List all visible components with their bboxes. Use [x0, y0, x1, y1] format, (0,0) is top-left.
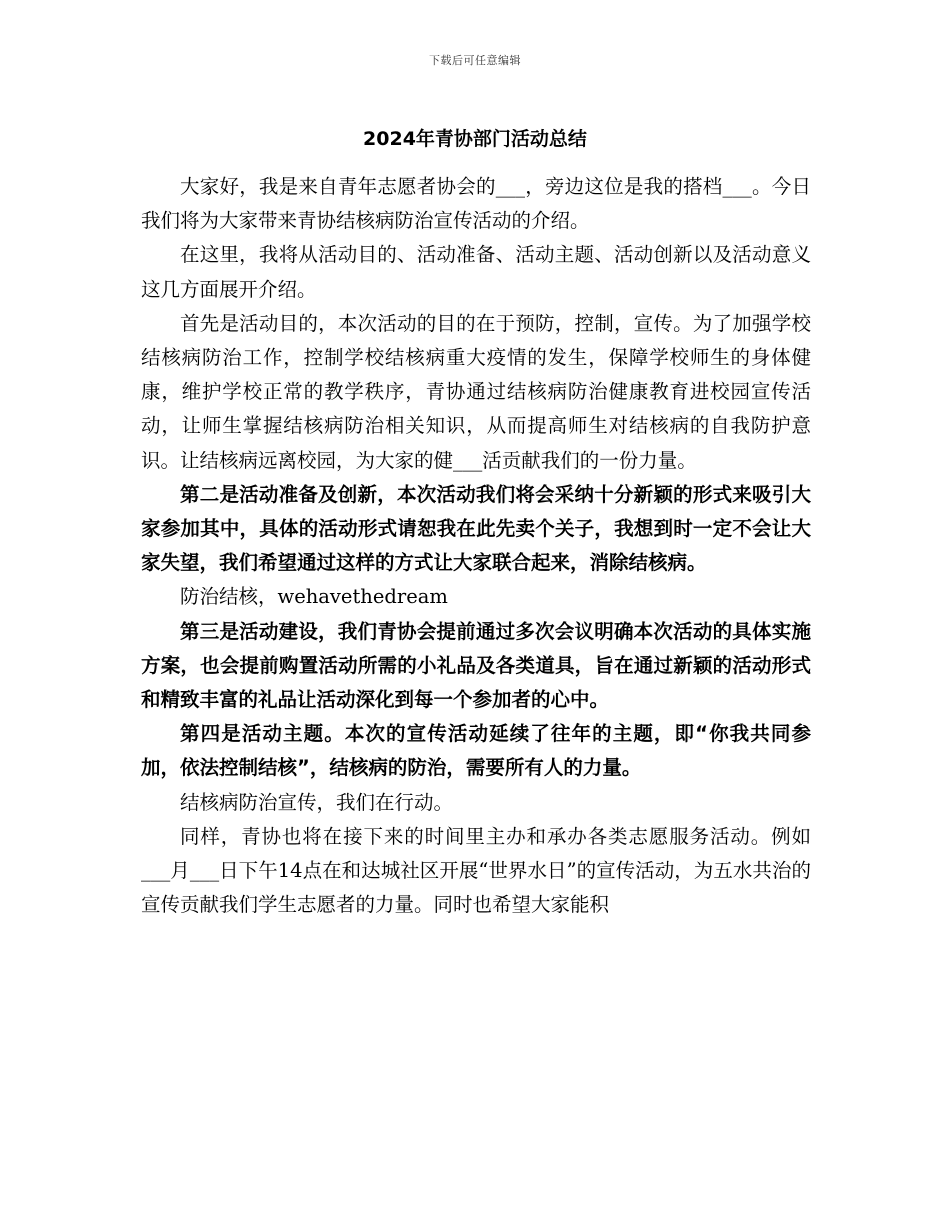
- paragraph-purpose: 首先是活动目的，本次活动的目的在于预防，控制，宣传。为了加强学校结核病防治工作，控制学校结核病重大疫情的发生，保障学校师生的身体健康，维护学校正常的教学秩序，青协通过结核病防治健康教育进校园宣传活动，让师生掌握结核病防治相关知识，从而提高师生对结核病的自我防护意识。让结核病远离校园，为大家的健___活贡献我们的一份力量。: [141, 311, 811, 472]
- paragraph-construction: 第三是活动建设，我们青协会提前通过多次会议明确本次活动的具体实施方案，也会提前购置活动所需的小礼品及各类道具，旨在通过新颖的活动形式和精致丰富的礼品让活动深化到每一个参加者的心中。: [141, 619, 811, 712]
- document-title: 2024年青协部门活动总结: [363, 128, 587, 150]
- document-body: [141, 170, 811, 922]
- paragraph-outline: 在这里，我将从活动目的、活动准备、活动主题、活动创新以及活动意义这几方面展开介绍。: [141, 243, 811, 301]
- paragraph-slogan: 防治结核，wehavethedream: [180, 585, 448, 609]
- paragraph-action: 结核病防治宣传，我们在行动。: [180, 790, 454, 814]
- paragraph-theme: 第四是活动主题。本次的宣传活动延续了往年的主题，即“你我共同参加，依法控制结核”，结核病的防治，需要所有人的力量。: [141, 722, 811, 780]
- paragraph-future-activities: 同样，青协也将在接下来的时间里主办和承办各类志愿服务活动。例如___月___日下午14点在和达城社区开展“世界水日”的宣传活动，为五水共治的宣传贡献我们学生志愿者的力量。同时也希望大家能积: [141, 824, 811, 917]
- paragraph-preparation: 第二是活动准备及创新，本次活动我们将会采纳十分新颖的形式来吸引大家参加其中，具体的活动形式请恕我在此先卖个关子，我想到时一定不会让大家失望，我们希望通过这样的方式让大家联合起来，消除结核病。: [141, 482, 811, 575]
- page-header-note: 下载后可任意编辑: [429, 54, 521, 67]
- paragraph-intro: 大家好，我是来自青年志愿者协会的___，旁边这位是我的搭档___。今日我们将为大家带来青协结核病防治宣传活动的介绍。: [141, 175, 811, 233]
